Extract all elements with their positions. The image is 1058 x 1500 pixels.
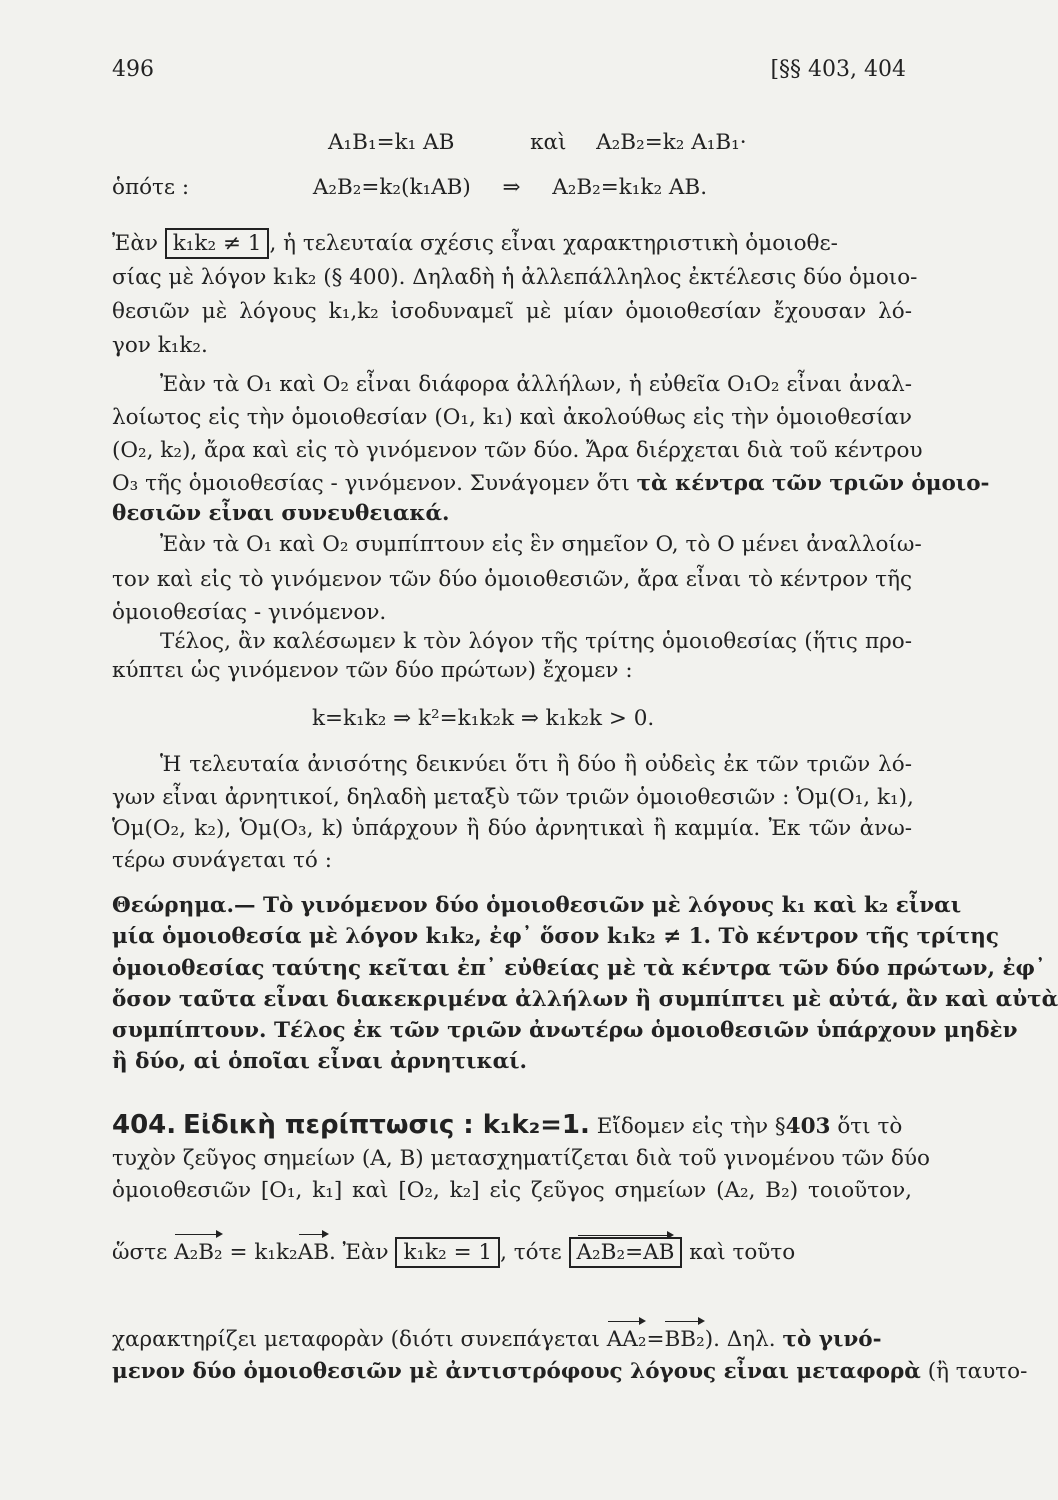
paragraph-1-line-2: σίας μὲ λόγον k₁k₂ (§ 400). Δηλαδὴ ἡ ἀλλεπάλληλος ἐκτέλεσις δύο ὁμοιο- (112, 265, 918, 290)
equation-1-right: A₂B₂=k₂ A₁B₁· (596, 130, 747, 155)
paragraph-3-line-3: ὁμοιοθεσίας - γινόμενον. (112, 600, 387, 625)
equation-2-right: A₂B₂=k₁k₂ AB. (552, 175, 708, 200)
text-span: . Ἐὰν (329, 1240, 389, 1265)
paragraph-5-line-2: γων εἶναι ἀρνητικοί, δηλαδὴ μεταξὺ τῶν τριῶν ὁμοιοθεσιῶν : Ὁμ(O₁, k₁), (112, 785, 914, 810)
vector-ab: AB (297, 1240, 329, 1265)
paragraph-1-line-1 (112, 228, 912, 259)
paragraph-2-line-1: Ἐὰν τὰ O₁ καὶ O₂ εἶναι διάφορα ἀλλήλων, ἡ εὐθεῖα O₁O₂ εἶναι ἀναλ- (160, 372, 912, 397)
paragraph-5-line-4: τέρω συνάγεται τό : (112, 848, 332, 873)
paragraph-4-line-1: Τέλος, ἂν καλέσωμεν k τὸν λόγον τῆς τρίτης ὁμοιοθεσίας (ἥτις προ- (160, 629, 912, 654)
text-span: O₃ τῆς ὁμοιοθεσίας - γινόμενον. Συνάγομεν ὅτι (112, 471, 630, 496)
section-number: 404. (112, 1110, 177, 1140)
section-reference: [§§ 403, 404 (770, 57, 906, 82)
implies-arrow: ⇒ (502, 175, 521, 200)
section-404-line-2: τυχὸν ζεῦγος σημείων (A, B) μετασχηματίζεται διὰ τοῦ γινομένου τῶν δύο (112, 1146, 930, 1171)
theorem-line-5: συμπίπτουν. Τέλος ἐκ τῶν τριῶν ἀνωτέρω ὁμοιοθεσιῶν ὑπάρχουν μηδὲν (112, 1018, 1018, 1043)
paragraph-3-line-2: τον καὶ εἰς τὸ γινόμενον τῶν δύο ὁμοιοθεσιῶν, ἄρα εἶναι τὸ κέντρον τῆς (112, 567, 912, 592)
paragraph-2-line-2: λοίωτος εἰς τὴν ὁμοιοθεσίαν (O₁, k₁) καὶ ἀκολούθως εἰς τὴν ὁμοιοθεσίαν (112, 405, 912, 430)
text-span: ὅτι τὸ (837, 1114, 903, 1139)
theorem-line-3: ὁμοιοθεσίας ταύτης κεῖται ἐπ᾿ εὐθείας μὲ τὰ κέντρα τῶν δύο πρώτων, ἐφ᾿ (112, 956, 1046, 981)
paragraph-5-line-3: Ὁμ(O₂, k₂), Ὁμ(O₃, k) ὑπάρχουν ἢ δύο ἀρνητικαὶ ἢ καμμία. Ἐκ τῶν ἀνω- (112, 816, 912, 841)
boxed-vector-equality (569, 1237, 683, 1268)
paragraph-3-line-1: Ἐὰν τὰ O₁ καὶ O₂ συμπίπτουν εἰς ἓν σημεῖον O, τὸ O μένει ἀναλλοίω- (160, 532, 922, 557)
equation-2-label: ὁπότε : (112, 175, 190, 200)
page-number: 496 (112, 57, 154, 82)
equation-2-left: A₂B₂=k₂(k₁AB) (312, 175, 471, 200)
vector-aa2: AA₂ (606, 1327, 647, 1352)
equation-1-left: A₁B₁=k₁ AB (328, 130, 455, 155)
text-span: ). Δηλ. (704, 1327, 776, 1352)
theorem-line-2: μία ὁμοιοθεσία μὲ λόγον k₁k₂, ἐφ᾿ ὅσον k₁k₂ ≠ 1. Τὸ κέντρον τῆς τρίτης (112, 924, 999, 949)
boxed-condition-2: k₁k₂ = 1 (395, 1237, 500, 1268)
equation-1 (328, 128, 747, 157)
text-span: Ἐὰν (112, 231, 158, 256)
page-header (112, 55, 912, 84)
theorem-line-1: Θεώρημα.— Τὸ γινόμενον δύο ὁμοιοθεσιῶν μὲ λόγους k₁ καὶ k₂ εἶναι (112, 893, 962, 918)
section-404-line-4 (112, 1237, 912, 1268)
text-span: , ἡ τελευταία σχέσις εἶναι χαρακτηριστικὴ ὁμοιοθε- (269, 231, 838, 256)
vector-bb2: BB₂ (664, 1327, 705, 1352)
text-span: χαρακτηρίζει μεταφορὰν (διότι συνεπάγεται (112, 1327, 600, 1352)
bold-text: τὸ γινό- (782, 1327, 882, 1352)
theorem-line-4: ὅσον ταῦτα εἶναι διακεκριμένα ἀλλήλων ἢ συμπίπτει μὲ αὐτά, ἂν καὶ αὐτὰ (112, 987, 1058, 1012)
equation-2 (112, 173, 707, 202)
boxed-condition: k₁k₂ ≠ 1 (165, 228, 270, 259)
theorem-line-6: ἢ δύο, αἱ ὁποῖαι εἶναι ἀρνητικαί. (112, 1049, 528, 1074)
paragraph-1-line-3: θεσιῶν μὲ λόγους k₁,k₂ ἰσοδυναμεῖ μὲ μίαν ὁμοιοθεσίαν ἔχουσαν λό- (112, 299, 912, 324)
section-404-line-3: ὁμοιοθεσιῶν [O₁, k₁] καὶ [O₂, k₂] εἰς ζεῦγος σημείων (A₂, B₂) τοιοῦτον, (112, 1178, 912, 1203)
inequality-formula: k=k₁k₂ ⇒ k²=k₁k₂k ⇒ k₁k₂k > 0. (312, 706, 655, 731)
text-span: = (646, 1327, 665, 1352)
section-ref-link: 403 (785, 1114, 831, 1139)
paragraph-2-line-4 (112, 469, 990, 498)
vector-a2b2: A₂B₂ (174, 1240, 223, 1265)
paragraph-1-line-4: γον k₁k₂. (112, 333, 208, 358)
section-title: Εἰδικὴ περίπτωσις : k₁k₂=1. (183, 1110, 590, 1140)
text-span: , τότε (500, 1240, 562, 1265)
text-span: Εἴδομεν εἰς τὴν § (596, 1114, 786, 1139)
text-span: ὥστε (112, 1240, 168, 1265)
paragraph-5-line-1: Ἡ τελευταία ἀνισότης δεικνύει ὅτι ἢ δύο ἢ οὐδεὶς ἐκ τῶν τριῶν λό- (160, 752, 912, 777)
section-404-heading-line (112, 1108, 912, 1144)
paragraph-2-line-3: (O₂, k₂), ἄρα καὶ εἰς τὸ γινόμενον τῶν δύο. Ἄρα διέρχεται διὰ τοῦ κέντρου (112, 438, 923, 463)
bold-text: μενον δύο ὁμοιοθεσιῶν μὲ ἀντιστρόφους λόγους εἶναι μεταφορὰ (112, 1359, 921, 1384)
text-span: (ἢ ταυτο- (927, 1359, 1028, 1384)
paragraph-2-line-5: θεσιῶν εἶναι συνευθειακά. (112, 501, 450, 526)
section-404-line-6 (112, 1357, 1028, 1386)
bold-text: τὰ κέντρα τῶν τριῶν ὁμοιο- (636, 471, 990, 496)
text-span: = k₁k₂ (229, 1240, 298, 1265)
section-404-line-5 (112, 1325, 912, 1354)
text-span: καὶ τοῦτο (689, 1240, 796, 1265)
paragraph-4-line-2: κύπτει ὡς γινόμενον τῶν δύο πρώτων) ἔχομεν : (112, 658, 633, 683)
vector-equality: A₂B₂=AB (576, 1240, 675, 1265)
equation-1-conjunction: καὶ (530, 130, 567, 155)
